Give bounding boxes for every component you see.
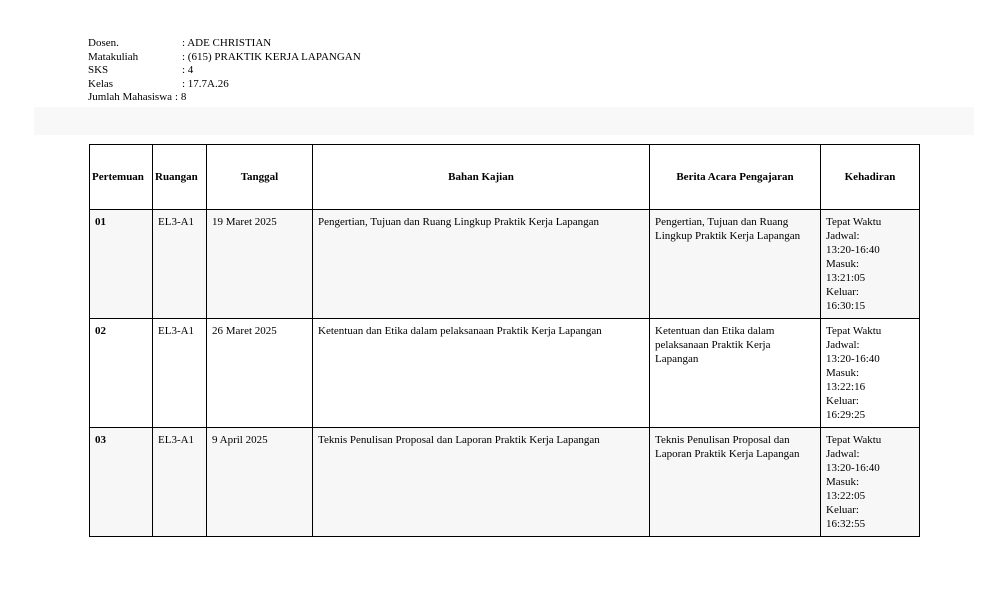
info-matakuliah-label: Matakuliah xyxy=(88,50,139,63)
header-bahan-kajian: Bahan Kajian xyxy=(313,145,650,210)
info-dosen-label: Dosen. xyxy=(88,37,119,49)
kehadiran-jadwal-label: Jadwal: xyxy=(826,448,860,460)
info-sks-value: : 4 xyxy=(182,64,194,77)
cell-berita-acara: Teknis Penulisan Proposal dan Laporan Praktik Kerja Lapangan xyxy=(650,428,821,537)
course-info xyxy=(88,37,361,105)
kehadiran-keluar: 16:30:15 xyxy=(826,300,866,312)
info-kelas-value: : 17.7A.26 xyxy=(182,77,229,90)
kehadiran-masuk-label: Masuk: xyxy=(826,258,859,270)
cell-kehadiran xyxy=(821,428,920,537)
cell-ruangan: EL3-A1 xyxy=(153,319,207,428)
kehadiran-jadwal: 13:20-16:40 xyxy=(826,353,880,365)
cell-pertemuan: 02 xyxy=(90,319,153,428)
kehadiran-status: Tepat Waktu xyxy=(826,434,882,446)
cell-pertemuan: 03 xyxy=(90,428,153,537)
table-row xyxy=(90,319,920,428)
kehadiran-jadwal-label: Jadwal: xyxy=(826,230,860,242)
info-matakuliah-value: : (615) PRAKTIK KERJA LAPANGAN xyxy=(182,50,361,63)
header-ruangan: Ruangan xyxy=(153,145,207,210)
header-tanggal: Tanggal xyxy=(207,145,313,210)
attendance-table xyxy=(89,144,920,537)
kehadiran-keluar-label: Keluar: xyxy=(826,395,859,407)
info-matakuliah xyxy=(88,51,361,65)
attendance-table-wrapper xyxy=(89,144,920,537)
table-row xyxy=(90,210,920,319)
cell-bahan-kajian: Teknis Penulisan Proposal dan Laporan Praktik Kerja Lapangan xyxy=(313,428,650,537)
kehadiran-keluar: 16:29:25 xyxy=(826,409,866,421)
kehadiran-masuk-label: Masuk: xyxy=(826,367,859,379)
kehadiran-jadwal: 13:20-16:40 xyxy=(826,462,880,474)
kehadiran-status: Tepat Waktu xyxy=(826,325,882,337)
header-pertemuan: Pertemuan xyxy=(90,145,153,210)
cell-berita-acara: Pengertian, Tujuan dan Ruang Lingkup Praktik Kerja Lapangan xyxy=(650,210,821,319)
header-berita-acara: Berita Acara Pengajaran xyxy=(650,145,821,210)
cell-tanggal: 19 Maret 2025 xyxy=(207,210,313,319)
kehadiran-masuk: 13:21:05 xyxy=(826,272,866,284)
info-dosen xyxy=(88,37,361,51)
info-dosen-value: : ADE CHRISTIAN xyxy=(182,37,272,49)
info-sks-label: SKS xyxy=(88,64,109,77)
table-header-row xyxy=(90,145,920,210)
cell-ruangan: EL3-A1 xyxy=(153,210,207,319)
kehadiran-masuk-label: Masuk: xyxy=(826,476,859,488)
kehadiran-jadwal-label: Jadwal: xyxy=(826,339,860,351)
cell-pertemuan: 01 xyxy=(90,210,153,319)
info-jumlah-mahasiswa xyxy=(88,91,361,105)
cell-tanggal: 26 Maret 2025 xyxy=(207,319,313,428)
cell-tanggal: 9 April 2025 xyxy=(207,428,313,537)
cell-kehadiran xyxy=(821,210,920,319)
info-kelas-label: Kelas xyxy=(88,77,114,90)
info-jumlah-value: : 8 xyxy=(175,91,187,104)
info-jumlah-label: Jumlah Mahasiswa xyxy=(88,91,173,104)
kehadiran-keluar-label: Keluar: xyxy=(826,286,859,298)
kehadiran-masuk: 13:22:16 xyxy=(826,381,866,393)
info-kelas xyxy=(88,78,361,92)
cell-bahan-kajian: Ketentuan dan Etika dalam pelaksanaan Praktik Kerja Lapangan xyxy=(313,319,650,428)
header-kehadiran: Kehadiran xyxy=(821,145,920,210)
kehadiran-keluar: 16:32:55 xyxy=(826,518,866,530)
kehadiran-keluar-label: Keluar: xyxy=(826,504,859,516)
cell-bahan-kajian: Pengertian, Tujuan dan Ruang Lingkup Praktik Kerja Lapangan xyxy=(313,210,650,319)
cell-ruangan: EL3-A1 xyxy=(153,428,207,537)
kehadiran-jadwal: 13:20-16:40 xyxy=(826,244,880,256)
kehadiran-status: Tepat Waktu xyxy=(826,216,882,228)
cell-kehadiran xyxy=(821,319,920,428)
kehadiran-masuk: 13:22:05 xyxy=(826,490,866,502)
cell-berita-acara: Ketentuan dan Etika dalam pelaksanaan Praktik Kerja Lapangan xyxy=(650,319,821,428)
table-row xyxy=(90,428,920,537)
info-sks xyxy=(88,64,361,78)
separator-band xyxy=(34,107,974,135)
